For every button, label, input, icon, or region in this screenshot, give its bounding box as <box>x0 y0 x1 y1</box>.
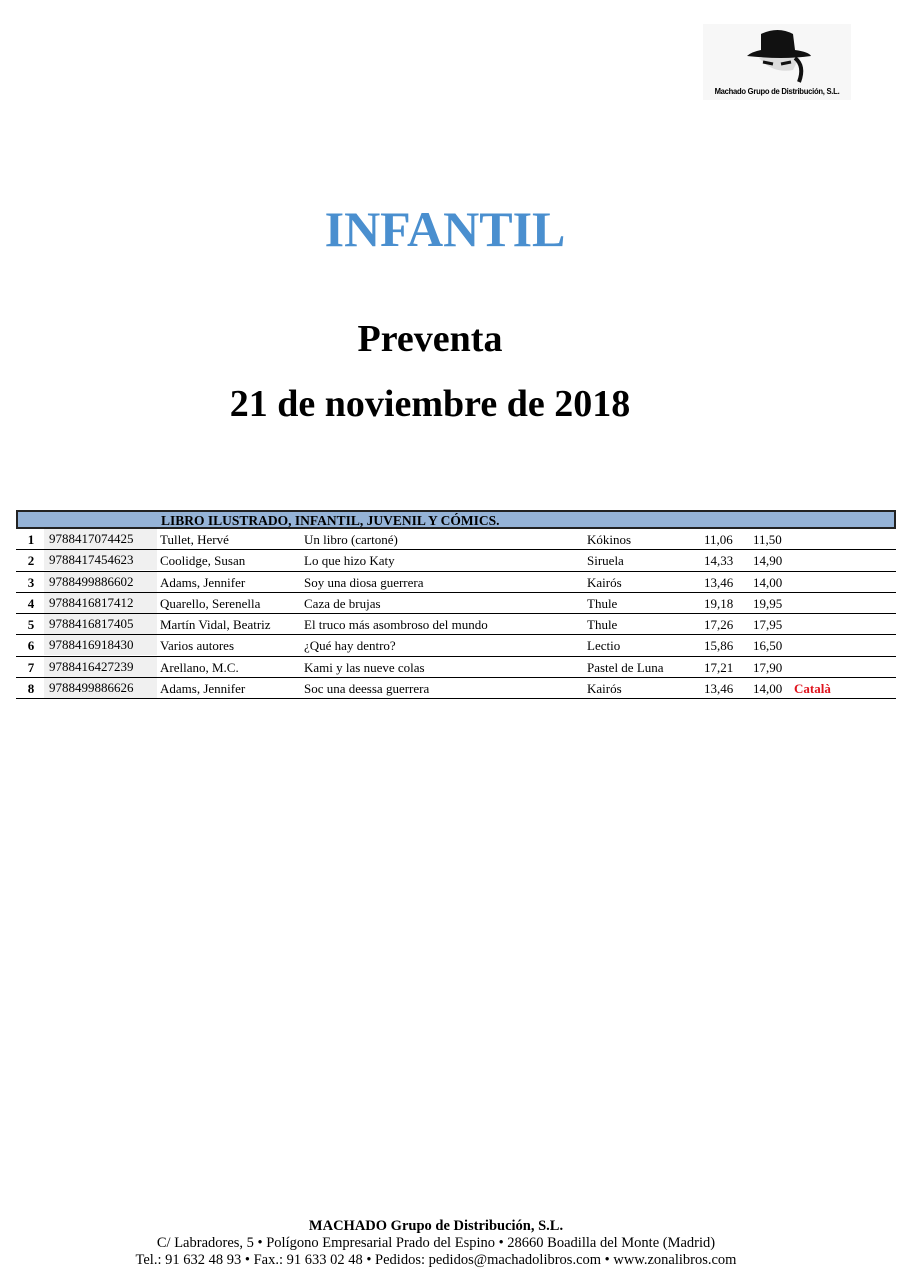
author: Tullet, Hervé <box>160 532 229 547</box>
publisher: Lectio <box>587 638 621 654</box>
publisher: Kairós <box>587 574 622 590</box>
price: 19,95 <box>753 595 783 611</box>
row-number: 2 <box>27 553 35 569</box>
price-net: 13,46 <box>704 681 734 697</box>
price: 11,50 <box>753 532 782 547</box>
price-net: 13,46 <box>704 574 734 590</box>
price-net: 17,21 <box>704 659 734 675</box>
table-row <box>16 657 896 678</box>
book-title: Kami y las nueve colas <box>304 659 425 675</box>
page-subtitle: Preventa <box>357 318 503 360</box>
book-title: ¿Qué hay dentro? <box>304 638 396 654</box>
author: Varios autores <box>160 638 235 654</box>
author: Adams, Jennifer <box>160 574 246 590</box>
row-number: 3 <box>27 574 35 590</box>
price-net: 15,86 <box>704 638 734 654</box>
footer-contact: Tel.: 91 632 48 93 • Fax.: 91 633 02 48 • Pedidos: pedidos@machadolibros.com • www.zonalibros.com <box>135 1252 737 1268</box>
hat-man-icon <box>743 26 813 84</box>
publisher: Thule <box>587 617 618 633</box>
price: 14,90 <box>753 553 783 569</box>
author: Coolidge, Susan <box>160 553 246 569</box>
note: Català <box>794 681 831 697</box>
row-number: 7 <box>27 659 35 675</box>
footer-company: MACHADO Grupo de Distribución, S.L. <box>308 1218 564 1234</box>
row-number: 5 <box>27 617 35 633</box>
book-title: Soc una deessa guerrera <box>304 681 430 697</box>
row-number: 4 <box>27 595 35 611</box>
author: Quarello, Serenella <box>160 595 261 611</box>
table-row <box>16 550 896 571</box>
publisher: Kókinos <box>587 532 632 547</box>
book-title: Soy una diosa guerrera <box>304 574 424 590</box>
price: 17,95 <box>753 617 783 633</box>
table-section-header <box>16 510 896 529</box>
row-number: 6 <box>27 638 35 654</box>
book-title: El truco más asombroso del mundo <box>304 617 488 633</box>
price-net: 14,33 <box>704 553 734 569</box>
page-title: INFANTIL <box>324 201 566 257</box>
isbn: 9788416817405 <box>44 614 157 634</box>
isbn: 9788416427239 <box>44 657 157 677</box>
price: 16,50 <box>753 638 783 654</box>
author: Arellano, M.C. <box>160 659 239 675</box>
book-title: Un libro (cartoné) <box>304 532 398 547</box>
book-title: Lo que hizo Katy <box>304 553 395 569</box>
price-net: 19,18 <box>704 595 734 611</box>
table-row <box>16 614 896 635</box>
book-title: Caza de brujas <box>304 595 381 611</box>
price-net: 17,26 <box>704 617 734 633</box>
isbn: 9788499886626 <box>44 678 157 698</box>
table-row <box>16 572 896 593</box>
logo-text: Machado Grupo de Distribución, S.L. <box>714 86 840 96</box>
table-row <box>16 529 896 550</box>
book-table <box>16 510 896 699</box>
price-net: 11,06 <box>704 532 733 547</box>
publisher: Thule <box>587 595 618 611</box>
row-number: 1 <box>27 532 35 547</box>
page-date: 21 de noviembre de 2018 <box>229 383 631 425</box>
table-row <box>16 593 896 614</box>
footer <box>0 1218 872 1269</box>
price: 14,00 <box>753 681 783 697</box>
isbn: 9788417454623 <box>44 550 157 570</box>
price: 17,90 <box>753 659 783 675</box>
author: Adams, Jennifer <box>160 681 246 697</box>
table-row <box>16 678 896 699</box>
author: Martín Vidal, Beatriz <box>160 617 271 633</box>
section-title: LIBRO ILUSTRADO, INFANTIL, JUVENIL Y CÓMICS. <box>161 513 500 528</box>
row-number: 8 <box>27 681 35 697</box>
footer-address: C/ Labradores, 5 • Polígono Empresarial Prado del Espino • 28660 Boadilla del Monte (Madrid) <box>156 1235 716 1251</box>
isbn: 9788417074425 <box>44 529 157 549</box>
isbn: 9788416817412 <box>44 593 157 613</box>
publisher: Pastel de Luna <box>587 659 664 675</box>
company-logo <box>703 24 851 100</box>
price: 14,00 <box>753 574 783 590</box>
publisher: Kairós <box>587 681 622 697</box>
isbn: 9788416918430 <box>44 635 157 655</box>
publisher: Siruela <box>587 553 624 569</box>
table-row <box>16 635 896 656</box>
isbn: 9788499886602 <box>44 572 157 592</box>
